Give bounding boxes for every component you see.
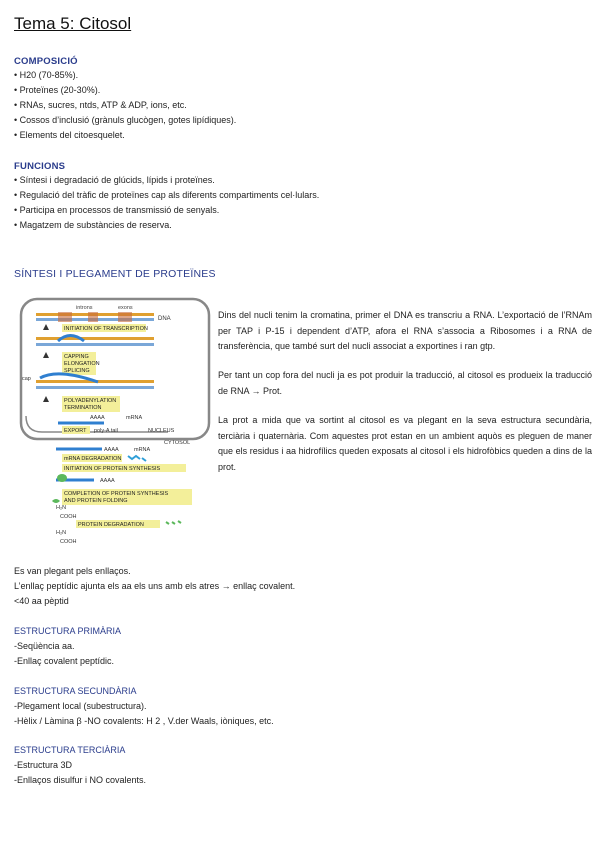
exon-block <box>58 312 72 322</box>
paragraph-translation: Per tant un cop fora del nucli ja es pot produir la traducció, al citosol es produeix la traducció de RNA → Prot. <box>218 370 592 396</box>
cooh-label: COOH <box>60 514 77 520</box>
primaria-heading: ESTRUCTURA PRIMÀRIA <box>14 626 122 636</box>
step-label: mRNA DEGRADATION <box>64 456 122 462</box>
note-line: Es van plegant pels enllaços. <box>14 566 131 576</box>
step-label: TERMINATION <box>64 405 102 411</box>
primaria-notes <box>14 639 114 669</box>
protein-synthesis-diagram <box>18 296 214 552</box>
exon-block <box>88 312 98 322</box>
dna-strand <box>36 386 154 389</box>
composicio-list <box>14 68 236 143</box>
step-label: SPLICING <box>64 368 90 374</box>
list-item: • Síntesi i degradació de glúcids, lípids i proteïnes. <box>14 173 319 188</box>
step-label: AND PROTEIN FOLDING <box>64 498 128 504</box>
arrow-icon <box>43 352 49 358</box>
introns-label: introns <box>76 305 93 311</box>
step-label: ELONGATION <box>64 361 100 367</box>
dna-label: DNA <box>158 316 171 322</box>
mrna-label: mRNA <box>126 415 143 421</box>
paragraph-transcription: Dins del nucli tenim la cromatina, primer el DNA es transcriu a RNA. L’exportació de l’RNAm per TAP i P-15 i dependent d’ATP, afora el RNA s’associa a Ribosomes i a RNA de transferència, que també surt del nucli associat a exportines i ran gtp. <box>218 310 592 351</box>
note-line: -Hèlix / Làmina β -NO covalents: H 2 , V.der Waals, iòniques, etc. <box>14 716 274 726</box>
terciaria-heading: ESTRUCTURA TERCIÀRIA <box>14 745 126 755</box>
composicio-heading: COMPOSICIÓ <box>14 56 78 67</box>
note-line: -Estructura 3D <box>14 760 73 770</box>
aaaa-label: AAAA <box>90 415 105 421</box>
cap-label: cap <box>22 376 31 382</box>
paragraph-folding: La prot a mida que va sortint al citosol es va plegant en la seva estructura secundària, terciària i quaternària. Com aquestes prot estan en un ambient aquòs es pleguen de maner que els residus i aa hidrofílics queden exposats al citosol i els hidrofòbics queden a dins de la prot. <box>218 415 592 472</box>
page-title: Tema 5: Citosol <box>14 14 132 33</box>
cytosol-label: CYTOSOL <box>164 440 191 446</box>
aaaa-label: AAAA <box>100 478 115 484</box>
step-label: INITIATION OF TRANSCRIPTION <box>64 326 148 332</box>
note-line: -Seqüència aa. <box>14 641 75 651</box>
h2n-label: H₂N <box>56 505 67 511</box>
nucleus-label: NUCLEUS <box>148 428 175 434</box>
step-label: PROTEIN DEGRADATION <box>78 522 144 528</box>
note-line: -Enllaços disulfur i NO covalents. <box>14 775 147 785</box>
degradation-fragments <box>128 456 146 461</box>
step-label: INITIATION OF PROTEIN SYNTHESIS <box>64 466 161 472</box>
step-label: POLYADENYLATION <box>64 398 117 404</box>
dna-strand <box>36 343 154 346</box>
list-item: • Participa en processos de transmissió de senyals. <box>14 203 319 218</box>
note-line: <40 aa pèptid <box>14 596 69 606</box>
degradation-fragments <box>166 521 181 524</box>
list-item: • Proteïnes (20-30%). <box>14 83 236 98</box>
note-line: -Enllaç covalent peptídic. <box>14 656 115 666</box>
note-line: -Plegament local (subestructura). <box>14 701 147 711</box>
ribosome <box>57 474 67 482</box>
secundaria-heading: ESTRUCTURA SECUNDÀRIA <box>14 686 137 696</box>
mrna-label: mRNA <box>134 447 151 453</box>
funcions-heading: FUNCIONS <box>14 161 66 172</box>
list-item: • H20 (70-85%). <box>14 68 236 83</box>
funcions-list <box>14 173 319 233</box>
list-item: • RNAs, sucres, ntds, ATP & ADP, ions, etc. <box>14 98 236 113</box>
h2n-label: H₂N <box>56 530 67 536</box>
cooh-label: COOH <box>60 539 77 545</box>
plegament-notes <box>14 564 295 609</box>
list-item: • Elements del citoesquelet. <box>14 128 236 143</box>
arrow-icon <box>43 324 49 330</box>
step-label: CAPPING <box>64 354 89 360</box>
folded-protein <box>52 499 60 503</box>
exons-label: exons <box>118 305 133 311</box>
step-label: COMPLETION OF PROTEIN SYNTHESIS <box>64 491 169 497</box>
list-item: • Cossos d’inclusió (grànuls glucògen, gotes lipídiques). <box>14 113 236 128</box>
note-line: L’enllaç peptídic ajunta els aa els uns amb els atres → enllaç covalent. <box>14 581 296 591</box>
poly-a-label: poly-A tail <box>94 428 118 434</box>
arrow-icon <box>43 396 49 402</box>
list-item: • Magatzem de substàncies de reserva. <box>14 218 319 233</box>
secundaria-notes <box>14 699 274 729</box>
step-label: EXPORT <box>64 428 87 434</box>
list-item: • Regulació del tràfic de proteïnes cap als diferents compartiments cel·lulars. <box>14 188 319 203</box>
terciaria-notes <box>14 758 146 788</box>
exon-block <box>118 312 132 322</box>
aaaa-label: AAAA <box>104 447 119 453</box>
section-title: SÍNTESI I PLEGAMENT DE PROTEÏNES <box>14 268 216 280</box>
dna-strand <box>36 337 154 340</box>
